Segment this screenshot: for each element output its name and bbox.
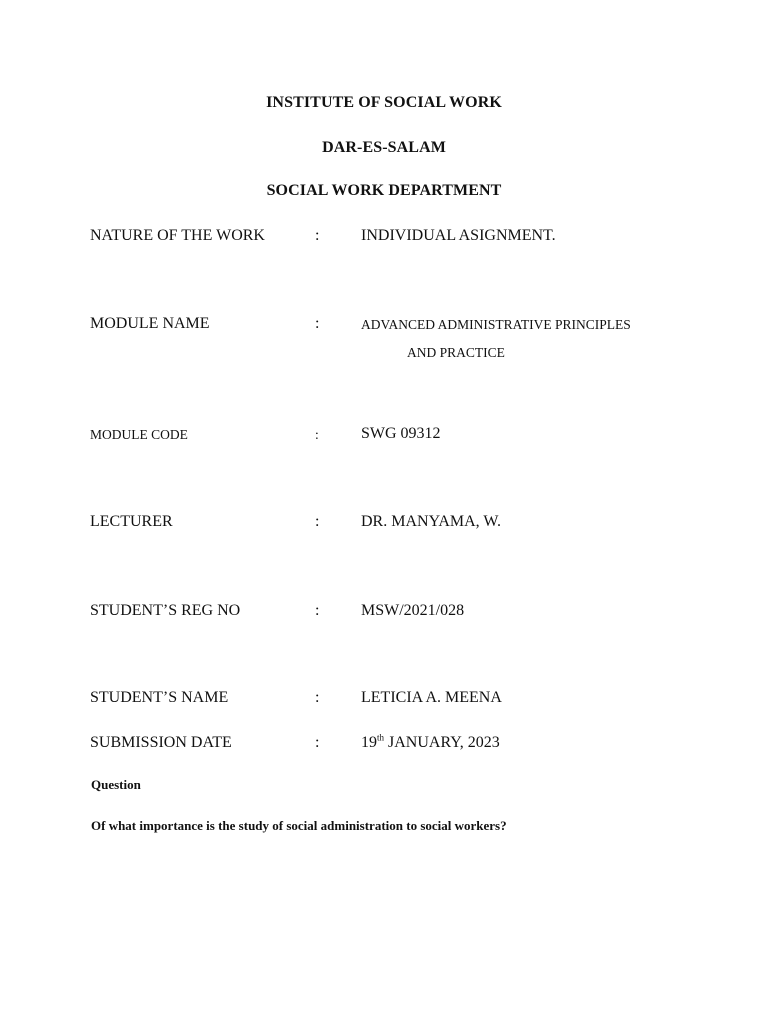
nature-label: NATURE OF THE WORK xyxy=(90,227,265,244)
lecturer-value: DR. MANYAMA, W. xyxy=(361,513,502,530)
institute-heading: INSTITUTE OF SOCIAL WORK xyxy=(266,94,502,111)
module-name-colon: : xyxy=(315,315,320,332)
module-code-value: SWG 09312 xyxy=(361,425,441,442)
submission-colon: : xyxy=(315,734,320,751)
student-name-value: LETICIA A. MEENA xyxy=(361,689,502,706)
student-name-label: STUDENT’S NAME xyxy=(90,689,229,706)
submission-day-suffix: th xyxy=(377,732,385,743)
nature-value: INDIVIDUAL ASIGNMENT. xyxy=(361,227,556,244)
reg-no-label: STUDENT’S REG NO xyxy=(90,602,241,619)
module-name-value-line2: AND PRACTICE xyxy=(407,345,505,360)
submission-value xyxy=(361,734,500,752)
submission-day: 19 xyxy=(361,734,377,751)
module-name-value-line1: ADVANCED ADMINISTRATIVE PRINCIPLES xyxy=(361,317,631,332)
city-heading: DAR-ES-SALAM xyxy=(322,139,446,156)
question-label: Question xyxy=(91,777,141,792)
module-name-label: MODULE NAME xyxy=(90,315,210,332)
question-text: Of what importance is the study of social administration to social workers? xyxy=(91,818,507,833)
lecturer-colon: : xyxy=(315,513,320,530)
module-code-colon: : xyxy=(315,427,319,442)
reg-no-value: MSW/2021/028 xyxy=(361,602,465,619)
module-code-label: MODULE CODE xyxy=(90,427,188,442)
nature-colon: : xyxy=(315,227,320,244)
submission-month-year: JANUARY, 2023 xyxy=(384,734,500,751)
student-name-colon: : xyxy=(315,689,320,706)
lecturer-label: LECTURER xyxy=(90,513,173,530)
reg-no-colon: : xyxy=(315,602,320,619)
department-heading: SOCIAL WORK DEPARTMENT xyxy=(266,182,502,199)
submission-label: SUBMISSION DATE xyxy=(90,734,232,751)
